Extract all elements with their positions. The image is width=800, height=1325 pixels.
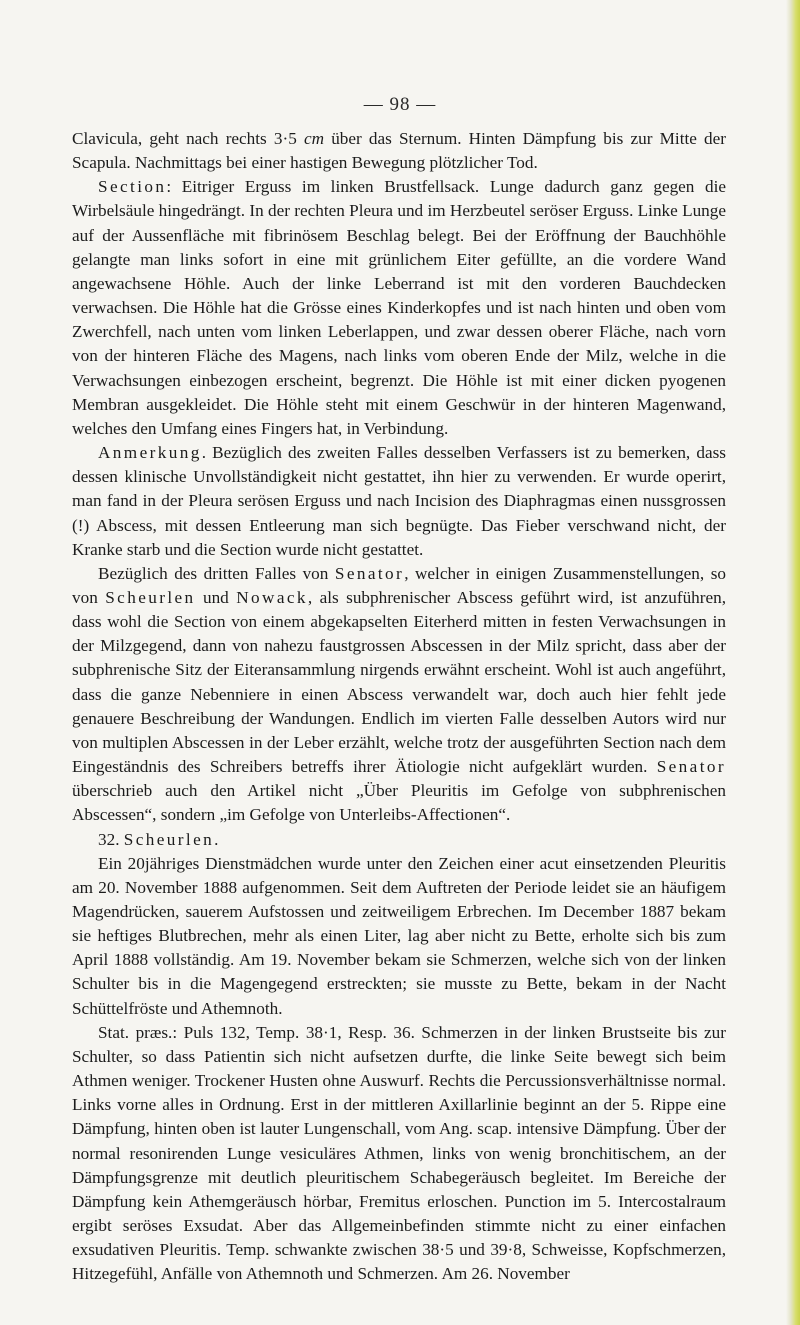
text-segment: , welcher in einigen Zusammenstellungen, so von (72, 563, 726, 607)
paragraph-p5 (72, 828, 726, 852)
body-text (72, 127, 726, 1287)
text-segment: Section (98, 177, 167, 197)
text-segment: Scheurlen (123, 829, 215, 849)
text-segment: Scheurlen (105, 587, 196, 607)
page-edge (786, 0, 800, 1325)
text-segment: überschrieb auch den Artikel nicht „Über Pleuritis im Gefolge von subphrenischen Abscessen“, sondern „im Gefolge von Unterleibs-Affectionen“. (72, 781, 726, 825)
page-number: — 98 — (363, 94, 437, 115)
paragraph-p4 (72, 562, 726, 828)
text-segment: Senator (334, 563, 405, 583)
text-segment: Stat. præs.: Puls 132, Temp. 38·1, Resp. 36. Schmerzen in der linken Brustseite bis zur Schulter, so dass Patientin sich nicht aufsetzen durfte, die linke Seite bewegt sich beim Athmen weniger. Trockener Husten ohne Auswurf. Rechts die Percussionsverhältnisse normal. Links vorne alles in Ordnung. Erst in der mittleren Axillarlinie beginnt an der 5. Rippe eine Dämpfung, hinten oben ist lauter Lungenschall, vom Ang. scap. intensive Dämpfung. Über der normal resonirenden Lunge vesiculäres Athmen, links von wenig bronchitischem, an der Dämpfungsgrenze mit deutlich pleuritischem Schabegeräusch begleitet. Im Bereiche der Dämpfung kein Athemgeräusch hörbar, Fremitus erloschen. Punction im 5. Intercostalraum ergibt seröses Exsudat. Aber das Allgemeinbefinden stimmte nicht zu einer einfachen exsudativen Pleuritis. Temp. schwankte zwischen 38·5 und 39·8, Schweisse, Kopfschmerzen, Hitzegefühl, Anfälle von Athemnoth und Schmerzen. Am 26. November (72, 1022, 726, 1284)
text-segment: . Bezüglich des zweiten Falles desselben Verfassers ist zu bemerken, dass dessen klinische Unvollständigkeit nicht gestattet, ihn hier zu verwenden. Er wurde operirt, man fand in der Pleura serösen Erguss und nach Incision des Diaphragmas einen nussgrossen (!) Abscess, mit dessen Entleerung man sich begnügte. Das Fieber verschwand nicht, der Kranke starb und die Section wurde nicht gestattet. (72, 443, 726, 559)
text-segment: und (195, 587, 237, 607)
text-segment: über das Sternum. Hinten Dämpfung bis zur Mitte der Scapula. Nachmittags bei einer hastigen Bewegung plötzlicher Tod. (72, 129, 726, 173)
text-segment: cm (303, 129, 325, 148)
text-segment: Anmerkung (98, 443, 202, 463)
text-segment: , als subphrenischer Abscess geführt wird, ist anzuführen, dass wohl die Section von einem abgekapselten Eiterherd mitten in festen Verwachsungen in der Milzgegend, dann von nahezu faustgrossen Abscessen in der Milz spricht, dass aber der subphrenische Sitz der Eiteransammlung nirgends erwähnt erscheint. Wohl ist auch angeführt, dass die ganze Nebenniere in einen Abscess verwandelt war, doch auch hier fehlt jede genauere Beschreibung der Wandungen. Endlich im vierten Falle desselben Autors wird nur von multiplen Abscessen in der Leber erzählt, welche trotz der ausgeführten Section nach dem Eingeständnis des Schreibers betreffs ihrer Ätiologie nicht aufgeklärt wurden. (72, 587, 727, 777)
paragraph-p1 (72, 127, 726, 175)
text-segment: 32. (98, 829, 124, 849)
text-segment: . (214, 829, 219, 849)
paragraph-p6 (72, 852, 726, 1021)
text-segment: : Eitriger Erguss im linken Brustfellsack. Lunge dadurch ganz gegen die Wirbelsäule hingedrängt. In der rechten Pleura und im Herzbeutel seröser Erguss. Linke Lunge auf der Aussenfläche mit fibrinösem Beschlag belegt. Bei der Eröffnung der Bauchhöhle gelangte man links sofort in eine mit grünlichem Eiter gefüllte, an die vordere Wand angewachsene Höhle. Auch der linke Leberrand ist mit den vorderen Bauchdecken verwachsen. Die Höhle hat die Grösse eines Kinderkopfes und ist nach hinten und oben vom Zwerchfell, nach unten vom linken Leberlappen, und zwar dessen oberer Fläche, nach vorn von der hinteren Fläche des Magens, nach links vom oberen Ende der Milz, welche in die Verwachsungen einbezogen erscheint, begrenzt. Die Höhle ist mit einer dicken pyogenen Membran ausgekleidet. Die Höhle steht mit einem Geschwür in der hinteren Magenwand, welches den Umfang eines Fingers hat, in Verbindung. (72, 177, 726, 438)
text-segment: Bezüglich des dritten Falles von (98, 563, 335, 583)
text-segment: Ein 20jähriges Dienstmädchen wurde unter den Zeichen einer acut einsetzenden Pleuritis am 20. November 1888 aufgenommen. Seit dem Auftreten der Periode leidet sie an häufigem Magendrücken, sauerem Aufstossen und zeitweiligem Erbrechen. Im December 1887 bekam sie heftiges Blutbrechen, mehr als einen Liter, lag aber nicht zu Bette, erholte sich bis zum April 1888 vollständig. Am 19. November bekam sie Schmerzen, welche sich von der linken Schulter bis in die Magengegend erstreckten; sie musste zu Bette, bekam in der Nacht Schüttelfröste und Athemnoth. (72, 853, 726, 1018)
text-segment: Senator (656, 757, 726, 777)
paragraph-p2 (72, 175, 726, 441)
text-segment: Nowack (236, 587, 308, 607)
paragraph-p3 (72, 441, 726, 562)
text-segment: Clavicula, geht nach rechts 3·5 (72, 129, 304, 148)
paragraph-p7 (72, 1021, 726, 1287)
